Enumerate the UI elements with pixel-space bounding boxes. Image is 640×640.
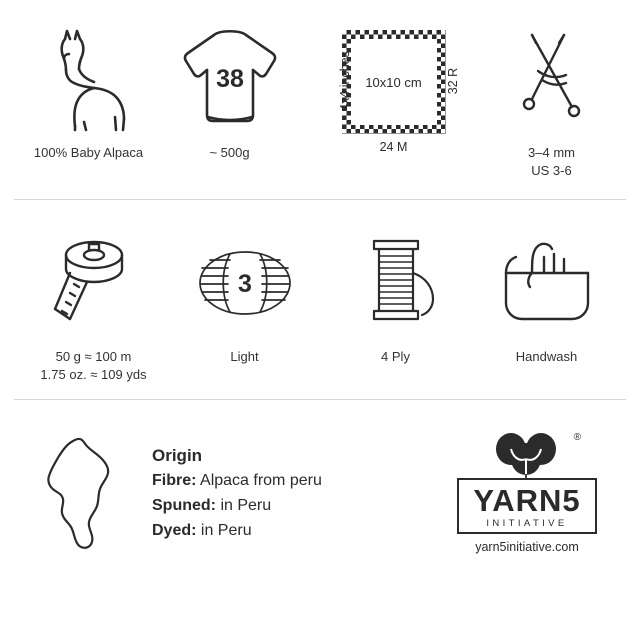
yarn-spool-icon — [341, 228, 451, 338]
gauge-right-label: 32 R — [445, 67, 460, 95]
info-cell-care — [487, 228, 607, 366]
ply-caption: 4 Ply — [381, 349, 410, 365]
peru-map-icon — [28, 433, 138, 553]
info-cell-needles — [492, 24, 612, 179]
row-origin-logo — [0, 410, 640, 554]
weight-class-caption: Light — [230, 349, 259, 365]
origin-title: Origin — [152, 445, 203, 465]
origin-line-spun — [152, 494, 322, 519]
row-fiber-weight-gauge-needles — [0, 0, 640, 189]
fiber-caption: 100% Baby Alpaca — [33, 145, 144, 160]
divider-2 — [14, 399, 626, 400]
gauge-swatch-icon — [316, 24, 466, 162]
origin-label-fibre: Fibre: — [152, 472, 197, 490]
logo-subtitle: INITIATIVE — [486, 518, 568, 530]
origin-value-dyed: in Peru — [196, 521, 252, 539]
tape-measure-icon — [39, 228, 149, 338]
alpaca-icon — [39, 24, 139, 134]
care-caption: Handwash — [515, 349, 578, 365]
brand-logo[interactable] — [442, 432, 612, 554]
logo-url[interactable]: yarn5initiative.com — [475, 540, 579, 555]
info-cell-weight-class — [185, 228, 305, 366]
origin-label-dyed: Dyed: — [152, 521, 197, 539]
needle-size-us: US 3-6 — [531, 162, 572, 178]
logo-wordmark-box — [457, 478, 597, 534]
origin-value-fibre: Alpaca from peru — [196, 472, 322, 490]
yarn-ball-icon — [190, 228, 300, 338]
logo-wordmark: YARN5 — [473, 483, 581, 519]
info-cell-weight — [170, 24, 290, 162]
divider-1 — [14, 199, 626, 200]
registered-mark: ® — [573, 432, 581, 444]
sweater-icon — [174, 24, 286, 134]
origin-text-block — [152, 443, 322, 544]
gauge-bottom-label: 24 M — [379, 140, 408, 154]
needles-icon — [502, 24, 602, 134]
handwash-icon — [492, 228, 602, 338]
weight-caption: ~ 500g — [209, 145, 250, 160]
info-cell-gauge — [311, 24, 471, 164]
row-length-weightclass-ply-care — [0, 210, 640, 389]
origin-value-spun: in Peru — [216, 496, 272, 514]
info-cell-length — [34, 228, 154, 383]
gauge-center-label: 10x10 cm — [351, 39, 437, 125]
info-cell-ply — [336, 228, 456, 366]
needle-size-mm: 3–4 mm — [528, 145, 575, 160]
origin-line-dyed — [152, 519, 322, 544]
length-imperial: 1.75 oz. ≈ 109 yds — [40, 366, 147, 382]
origin-line-fibre — [152, 469, 322, 494]
balloons-icon — [477, 432, 581, 478]
origin-label-spun: Spuned: — [152, 496, 216, 514]
gauge-left-label: 4x4 inches — [337, 51, 352, 111]
info-cell-fiber — [29, 24, 149, 162]
yarn-ball-badge-text: 3 — [237, 270, 252, 299]
sweater-badge-text: 38 — [215, 65, 244, 93]
length-metric: 50 g ≈ 100 m — [55, 349, 132, 365]
